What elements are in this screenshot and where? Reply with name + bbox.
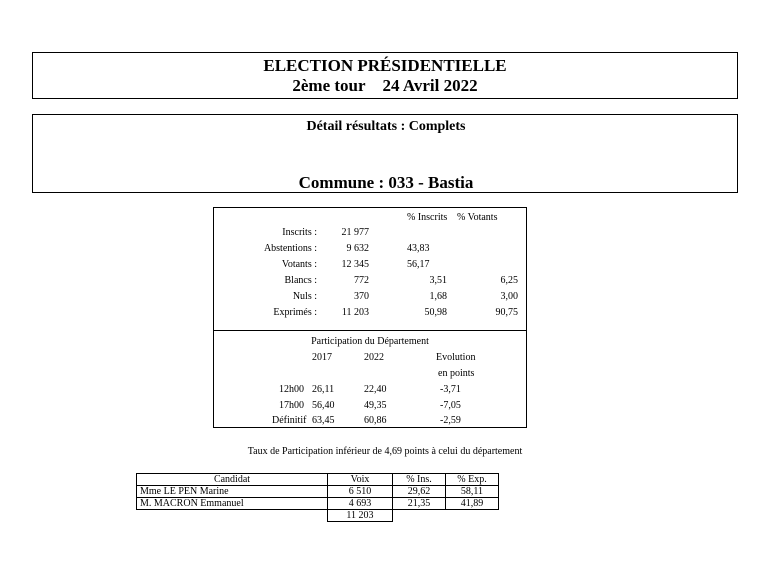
participation-2017: 63,45 (312, 415, 335, 426)
participation-label: Définitif (272, 415, 307, 426)
commune-title: Commune : 033 - Bastia (298, 173, 474, 192)
stats-label: Exprimés : (273, 307, 317, 318)
participation-evolution: -2,59 (440, 415, 461, 426)
candidate-pct-ins: 21,35 (393, 498, 446, 510)
detail-title: Détail résultats : Complets (306, 119, 466, 134)
header-voix: Voix (328, 474, 393, 486)
header-pct-ins: % Ins. (393, 474, 446, 486)
participation-note: Taux de Participation inférieur de 4,69 points à celui du département (247, 446, 523, 457)
stats-pct-ins: 56,17 (407, 259, 430, 270)
candidate-pct-ins: 29,62 (393, 486, 446, 498)
participation-col-2017: 2017 (312, 352, 332, 363)
participation-col-evolution: Evolution (436, 352, 476, 363)
election-round-date (33, 76, 737, 96)
election-title: ELECTION PRÉSIDENTIELLE (263, 56, 507, 75)
candidate-voix: 6 510 (328, 486, 393, 498)
stats-pct-vot: 90,75 (495, 307, 518, 318)
stats-pct-vot: 6,25 (500, 275, 518, 286)
total-voix: 11 203 (328, 510, 393, 522)
stats-label: Votants : (281, 259, 317, 270)
election-header-box (32, 52, 738, 99)
candidate-pct-exp: 41,89 (446, 498, 499, 510)
stats-pct-ins: 50,98 (424, 307, 447, 318)
total-row (137, 510, 499, 522)
participation-col-2022: 2022 (364, 352, 384, 363)
stats-box (213, 207, 527, 428)
stats-value: 370 (354, 291, 369, 302)
participation-label: 12h00 (279, 384, 304, 395)
participation-evolution: -7,05 (440, 400, 461, 411)
stats-value: 772 (354, 275, 369, 286)
candidates-header-row (137, 474, 499, 486)
participation-title: Participation du Département (311, 336, 429, 347)
stats-value: 9 632 (346, 243, 369, 254)
header-pct-exp: % Exp. (446, 474, 499, 486)
stats-value: 12 345 (341, 259, 369, 270)
participation-2017: 26,11 (312, 384, 335, 395)
stats-pct-vot: 3,00 (500, 291, 518, 302)
participation-2017: 56,40 (312, 400, 335, 411)
header-candidat: Candidat (137, 474, 328, 486)
participation-label: 17h00 (279, 400, 304, 411)
stats-col-inscrits: % Inscrits (407, 212, 448, 223)
table-row (137, 486, 499, 498)
participation-2022: 49,35 (364, 400, 387, 411)
stats-divider (214, 330, 526, 331)
stats-label: Abstentions : (263, 243, 317, 254)
detail-box (32, 114, 738, 193)
stats-label: Blancs : (284, 275, 317, 286)
stats-value: 11 203 (341, 307, 369, 318)
candidate-pct-exp: 58,11 (446, 486, 499, 498)
stats-pct-ins: 3,51 (429, 275, 447, 286)
table-row (137, 498, 499, 510)
candidate-voix: 4 693 (328, 498, 393, 510)
stats-pct-ins: 43,83 (407, 243, 430, 254)
candidate-name: M. MACRON Emmanuel (137, 498, 328, 510)
participation-2022: 60,86 (364, 415, 387, 426)
candidate-name: Mme LE PEN Marine (137, 486, 328, 498)
participation-2022: 22,40 (364, 384, 387, 395)
stats-label: Nuls : (292, 291, 317, 302)
stats-value: 21 977 (341, 227, 369, 238)
participation-col-evolution-unit: en points (438, 368, 475, 379)
stats-col-votants: % Votants (457, 212, 498, 223)
stats-pct-ins: 1,68 (429, 291, 447, 302)
candidates-table (136, 473, 499, 522)
election-round: 2ème tour (292, 76, 366, 95)
participation-evolution: -3,71 (440, 384, 461, 395)
election-date: 24 Avril 2022 (382, 76, 478, 95)
stats-label: Inscrits : (282, 227, 317, 238)
